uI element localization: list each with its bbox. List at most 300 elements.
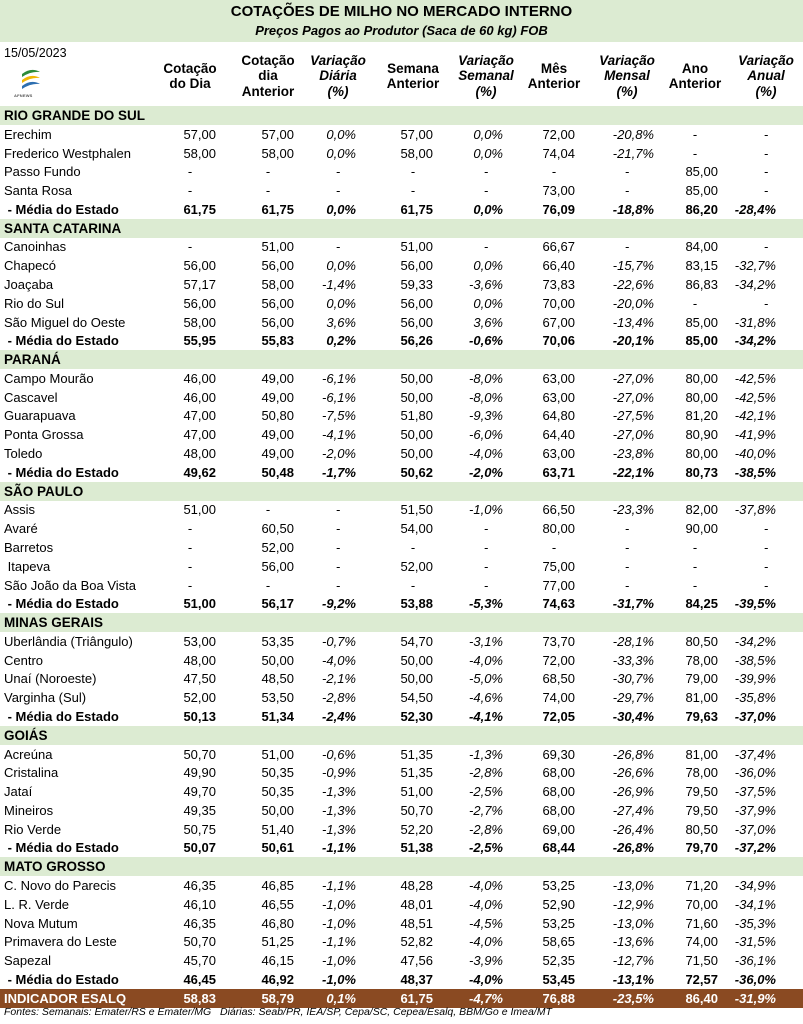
table-cell: - [624, 577, 630, 593]
state-average-row [0, 463, 803, 483]
table-cell: - [483, 183, 489, 199]
location-name: Sapezal [4, 953, 51, 969]
table-cell: -28,4% [734, 201, 776, 217]
table-cell: -6,0% [469, 427, 503, 443]
table-cell: -4,0% [469, 446, 503, 462]
table-cell: -1,7% [322, 464, 356, 480]
table-cell: 51,35 [400, 765, 433, 781]
table-cell: 58,00 [183, 314, 216, 330]
table-cell: 85,00 [685, 183, 718, 199]
table-cell: 48,50 [261, 671, 294, 687]
table-cell: -26,9% [612, 784, 654, 800]
table-cell: -34,2% [734, 333, 776, 349]
table-cell: 51,80 [400, 408, 433, 424]
state-name: PARANÁ [4, 352, 61, 368]
table-cell: 56,00 [261, 558, 294, 574]
table-cell: - [335, 521, 341, 537]
table-cell: - [624, 164, 630, 180]
table-cell: - [624, 521, 630, 537]
state-name: GOIÁS [4, 727, 48, 743]
table-cell: -3,6% [469, 277, 503, 293]
table-cell: 52,00 [261, 539, 294, 555]
table-cell: -39,9% [734, 671, 776, 687]
table-cell: -1,3% [469, 746, 503, 762]
table-cell: - [692, 558, 698, 574]
table-cell: 76,88 [542, 990, 575, 1006]
location-name: INDICADOR ESALQ [4, 990, 127, 1006]
table-cell: 58,00 [261, 145, 294, 161]
table-cell: 49,00 [261, 370, 294, 386]
table-cell: -21,7% [612, 145, 654, 161]
table-cell: 66,67 [542, 239, 575, 255]
table-cell: -20,1% [612, 333, 654, 349]
table-cell: - [335, 558, 341, 574]
table-cell: 64,80 [542, 408, 575, 424]
table-cell: -37,9% [734, 802, 776, 818]
table-cell: -4,0% [469, 652, 503, 668]
table-cell: - [763, 183, 769, 199]
table-cell: 0,0% [326, 295, 356, 311]
table-cell: - [335, 239, 341, 255]
table-cell: 50,00 [400, 652, 433, 668]
table-cell: -40,0% [734, 446, 776, 462]
table-cell: 79,00 [685, 671, 718, 687]
column-header-line: (%) [755, 83, 777, 99]
table-cell: -33,3% [612, 652, 654, 668]
table-cell: 74,63 [542, 596, 575, 612]
table-cell: 49,00 [261, 427, 294, 443]
table-cell: 0,0% [473, 201, 503, 217]
table-cell: 78,00 [685, 765, 718, 781]
table-cell: 0,0% [326, 201, 356, 217]
table-cell: -2,0% [469, 464, 503, 480]
column-header-line: Mês [540, 60, 568, 76]
table-cell: -37,0% [734, 821, 776, 837]
table-cell: -18,8% [612, 201, 654, 217]
table-cell: -22,1% [612, 464, 654, 480]
table-cell: - [763, 558, 769, 574]
table-cell: -9,2% [322, 596, 356, 612]
table-cell: -1,0% [322, 953, 356, 969]
table-cell: 66,40 [542, 258, 575, 274]
table-cell: -9,3% [469, 408, 503, 424]
table-cell: -38,5% [734, 652, 776, 668]
table-row [0, 688, 803, 707]
table-cell: 48,00 [183, 446, 216, 462]
location-name: Assis [4, 502, 36, 518]
table-cell: - [187, 558, 193, 574]
table-cell: 56,00 [183, 295, 216, 311]
table-cell: -32,7% [734, 258, 776, 274]
table-row [0, 425, 803, 444]
table-cell: 52,90 [542, 896, 575, 912]
table-cell: -29,7% [612, 690, 654, 706]
table-cell: 68,44 [542, 840, 575, 856]
column-header-line: (%) [475, 83, 497, 99]
table-cell: 58,00 [261, 277, 294, 293]
table-cell: 73,00 [542, 183, 575, 199]
table-cell: -37,0% [734, 708, 776, 724]
table-cell: 52,35 [542, 953, 575, 969]
table-cell: - [763, 164, 769, 180]
table-cell: 46,10 [183, 896, 216, 912]
table-cell: -2,8% [469, 821, 503, 837]
page-title: COTAÇÕES DE MILHO NO MERCADO INTERNO [230, 3, 573, 20]
table-cell: -37,4% [734, 746, 776, 762]
location-name: Campo Mourão [4, 370, 94, 386]
table-cell: 80,73 [685, 464, 718, 480]
table-cell: - [410, 183, 416, 199]
table-row [0, 519, 803, 538]
table-cell: -4,0% [322, 652, 356, 668]
table-cell: - [187, 239, 193, 255]
location-name: Jataí [4, 784, 33, 800]
column-header-line: Diária [319, 68, 357, 84]
table-cell: - [763, 577, 769, 593]
table-cell: 70,00 [685, 896, 718, 912]
table-cell: - [763, 239, 769, 255]
table-cell: - [763, 126, 769, 142]
table-cell: -31,7% [612, 596, 654, 612]
table-cell: 53,25 [542, 877, 575, 893]
table-cell: - [187, 539, 193, 555]
table-cell: - [187, 183, 193, 199]
table-cell: - [483, 539, 489, 555]
table-cell: 61,75 [183, 201, 216, 217]
state-name: MATO GROSSO [4, 859, 106, 875]
table-cell: 77,00 [542, 577, 575, 593]
table-cell: -13,4% [612, 314, 654, 330]
table-cell: 84,25 [685, 596, 718, 612]
table-cell: 50,00 [400, 370, 433, 386]
location-name: Mineiros [4, 802, 54, 818]
table-cell: - [410, 539, 416, 555]
table-cell: - [624, 539, 630, 555]
table-cell: -37,2% [734, 840, 776, 856]
table-cell: 56,00 [261, 314, 294, 330]
table-cell: 63,71 [542, 464, 575, 480]
table-cell: - [763, 295, 769, 311]
column-header-line: Anterior [668, 76, 722, 91]
table-cell: 56,00 [183, 258, 216, 274]
table-cell: 79,50 [685, 784, 718, 800]
table-cell: 56,00 [261, 295, 294, 311]
table-cell: -34,1% [734, 896, 776, 912]
table-cell: -15,7% [612, 258, 654, 274]
table-cell: 63,00 [542, 446, 575, 462]
table-cell: -1,0% [322, 971, 356, 987]
state-name: RIO GRANDE DO SUL [4, 108, 146, 123]
table-cell: 46,00 [183, 389, 216, 405]
location-name: Santa Rosa [4, 183, 72, 199]
table-cell: -34,2% [734, 633, 776, 649]
table-cell: -2,5% [469, 840, 503, 856]
table-cell: 51,38 [400, 840, 433, 856]
location-name: Centro [4, 652, 44, 668]
state-average-row [0, 838, 803, 858]
table-cell: 68,00 [542, 765, 575, 781]
table-cell: -2,8% [469, 765, 503, 781]
table-cell: 52,00 [183, 690, 216, 706]
table-cell: 52,00 [400, 558, 433, 574]
table-cell: 85,00 [685, 164, 718, 180]
table-cell: -27,0% [612, 389, 654, 405]
table-cell: -2,4% [322, 708, 356, 724]
table-cell: 86,83 [685, 277, 718, 293]
table-cell: - [763, 521, 769, 537]
table-row [0, 932, 803, 951]
table-cell: 55,95 [183, 333, 216, 349]
table-cell: 0,0% [473, 126, 503, 142]
table-cell: - [692, 539, 698, 555]
table-cell: 61,75 [400, 990, 433, 1006]
table-cell: 72,00 [542, 126, 575, 142]
location-name: - Média do Estado [4, 464, 119, 480]
table-cell: - [763, 539, 769, 555]
table-cell: 50,48 [261, 464, 294, 480]
table-cell: 0,1% [326, 990, 356, 1006]
table-cell: 0,0% [473, 295, 503, 311]
table-cell: 46,80 [261, 915, 294, 931]
table-cell: 45,70 [183, 953, 216, 969]
table-cell: -26,8% [612, 746, 654, 762]
table-cell: - [187, 164, 193, 180]
table-cell: - [335, 164, 341, 180]
column-header-line: Ano [681, 60, 709, 76]
table-cell: 80,00 [685, 389, 718, 405]
table-cell: -20,0% [612, 295, 654, 311]
table-cell: 63,00 [542, 370, 575, 386]
table-cell: 51,00 [261, 746, 294, 762]
table-cell: -2,0% [322, 446, 356, 462]
table-cell: 52,30 [400, 708, 433, 724]
table-cell: 79,50 [685, 802, 718, 818]
location-name: - Média do Estado [4, 840, 119, 856]
table-cell: -12,7% [612, 953, 654, 969]
table-cell: 66,50 [542, 502, 575, 518]
column-header-line: Variação [458, 52, 514, 68]
table-cell: -6,1% [322, 389, 356, 405]
table-cell: -28,1% [612, 633, 654, 649]
table-cell: -23,3% [612, 502, 654, 518]
table-cell: 51,25 [261, 934, 294, 950]
table-cell: -23,5% [612, 990, 654, 1006]
table-cell: 83,15 [685, 258, 718, 274]
column-header-line: Semana [387, 60, 439, 76]
table-cell: -36,0% [734, 971, 776, 987]
table-cell: 49,35 [183, 802, 216, 818]
table-row [0, 294, 803, 313]
table-cell: -42,1% [734, 408, 776, 424]
table-cell: 3,6% [326, 314, 356, 330]
column-header-line: (%) [327, 83, 349, 99]
table-cell: -31,5% [734, 934, 776, 950]
table-cell: 72,00 [542, 652, 575, 668]
table-cell: 80,00 [685, 446, 718, 462]
table-cell: 80,00 [542, 521, 575, 537]
table-cell: -27,4% [612, 802, 654, 818]
location-name: Joaçaba [4, 277, 54, 293]
table-cell: -27,0% [612, 427, 654, 443]
table-cell: - [265, 164, 271, 180]
location-name: Rio do Sul [4, 295, 64, 311]
location-name: Passo Fundo [4, 164, 81, 180]
table-cell: - [335, 539, 341, 555]
table-cell: - [187, 521, 193, 537]
table-cell: -26,4% [612, 821, 654, 837]
table-cell: 51,34 [261, 708, 294, 724]
table-cell: 0,0% [473, 258, 503, 274]
logo-wordmark: AFNEWS [14, 93, 33, 98]
table-cell: 54,00 [400, 521, 433, 537]
table-cell: 0,2% [326, 333, 356, 349]
location-name: São João da Boa Vista [4, 577, 137, 593]
table-cell: -6,1% [322, 370, 356, 386]
table-cell: -3,9% [469, 953, 503, 969]
table-cell: 80,90 [685, 427, 718, 443]
table-cell: - [483, 164, 489, 180]
column-header [589, 48, 665, 104]
table-cell: -1,1% [322, 877, 356, 893]
table-cell: 49,62 [183, 464, 216, 480]
table-cell: -41,9% [734, 427, 776, 443]
table-cell: -31,9% [734, 990, 776, 1006]
column-header [451, 48, 521, 104]
location-name: Uberlândia (Triângulo) [4, 633, 133, 649]
table-cell: - [624, 558, 630, 574]
table-cell: 74,00 [685, 934, 718, 950]
location-name: Avaré [4, 521, 38, 537]
table-cell: -8,0% [469, 389, 503, 405]
table-cell: -0,7% [322, 633, 356, 649]
table-cell: - [692, 145, 698, 161]
table-cell: -4,5% [469, 915, 503, 931]
table-cell: 58,00 [183, 145, 216, 161]
state-average-row [0, 331, 803, 351]
table-cell: -4,0% [469, 896, 503, 912]
table-cell: -2,1% [322, 671, 356, 687]
table-cell: -37,8% [734, 502, 776, 518]
location-name: - Média do Estado [4, 971, 119, 987]
table-cell: 68,00 [542, 784, 575, 800]
table-cell: -13,1% [612, 971, 654, 987]
location-name: Cascavel [4, 389, 58, 405]
table-cell: 47,00 [183, 408, 216, 424]
table-row [0, 275, 803, 294]
table-cell: -0,6% [322, 746, 356, 762]
table-cell: - [483, 521, 489, 537]
table-cell: 55,83 [261, 333, 294, 349]
state-average-row [0, 200, 803, 220]
column-header-line: (%) [616, 83, 638, 99]
table-cell: 75,00 [542, 558, 575, 574]
table-cell: 50,00 [400, 446, 433, 462]
table-cell: -1,3% [322, 802, 356, 818]
table-cell: 73,70 [542, 633, 575, 649]
table-cell: 58,83 [183, 990, 216, 1006]
state-section-row [0, 482, 803, 501]
table-cell: 58,00 [400, 145, 433, 161]
table-cell: 57,00 [183, 126, 216, 142]
state-average-row [0, 970, 803, 990]
table-cell: 81,00 [685, 690, 718, 706]
table-cell: 50,61 [261, 840, 294, 856]
table-cell: 57,00 [261, 126, 294, 142]
table-cell: -27,5% [612, 408, 654, 424]
column-header-line: Variação [310, 52, 366, 68]
state-name: MINAS GERAIS [4, 615, 104, 631]
column-header [522, 48, 586, 104]
table-row [0, 369, 803, 388]
location-name: Itapeva [4, 558, 51, 574]
state-section-row [0, 350, 803, 369]
table-cell: 81,20 [685, 408, 718, 424]
table-cell: -20,8% [612, 126, 654, 142]
state-name: SANTA CATARINA [4, 220, 122, 236]
location-name: - Média do Estado [4, 333, 119, 349]
table-row [0, 745, 803, 764]
table-cell: 52,82 [400, 934, 433, 950]
table-cell: 51,00 [400, 784, 433, 800]
table-cell: 49,00 [261, 389, 294, 405]
column-header [303, 48, 373, 104]
table-cell: 47,00 [183, 427, 216, 443]
table-cell: 50,75 [183, 821, 216, 837]
table-cell: -1,1% [322, 840, 356, 856]
table-cell: - [692, 577, 698, 593]
table-cell: -1,3% [322, 821, 356, 837]
table-cell: -26,6% [612, 765, 654, 781]
table-cell: 56,00 [261, 258, 294, 274]
table-cell: 58,65 [542, 934, 575, 950]
table-cell: 48,01 [400, 896, 433, 912]
location-name: Ponta Grossa [4, 427, 84, 443]
table-cell: -39,5% [734, 596, 776, 612]
table-cell: 50,80 [261, 408, 294, 424]
table-cell: 46,45 [183, 971, 216, 987]
state-name: SÃO PAULO [4, 483, 84, 499]
table-cell: -4,1% [469, 708, 503, 724]
location-name: - Média do Estado [4, 708, 119, 724]
table-cell: 64,40 [542, 427, 575, 443]
location-name: Erechim [4, 126, 52, 142]
table-cell: 79,70 [685, 840, 718, 856]
table-cell: -36,1% [734, 953, 776, 969]
table-cell: 51,40 [261, 821, 294, 837]
table-cell: -13,0% [612, 877, 654, 893]
column-header-line: dia [258, 68, 278, 84]
location-name: L. R. Verde [4, 896, 70, 912]
table-cell: 57,00 [400, 126, 433, 142]
table-cell: 50,00 [400, 671, 433, 687]
table-row [0, 557, 803, 576]
table-cell: -7,5% [322, 408, 356, 424]
table-cell: 51,00 [183, 502, 216, 518]
table-cell: -35,8% [734, 690, 776, 706]
table-cell: -4,0% [469, 971, 503, 987]
table-cell: 85,00 [685, 333, 718, 349]
table-cell: 70,06 [542, 333, 575, 349]
table-cell: 56,26 [400, 333, 433, 349]
table-cell: 61,75 [261, 201, 294, 217]
table-cell: 46,15 [261, 953, 294, 969]
state-average-row [0, 707, 803, 727]
column-header [150, 48, 230, 104]
table-cell: 53,00 [183, 633, 216, 649]
table-cell: - [483, 577, 489, 593]
table-cell: -30,7% [612, 671, 654, 687]
table-cell: 50,35 [261, 765, 294, 781]
